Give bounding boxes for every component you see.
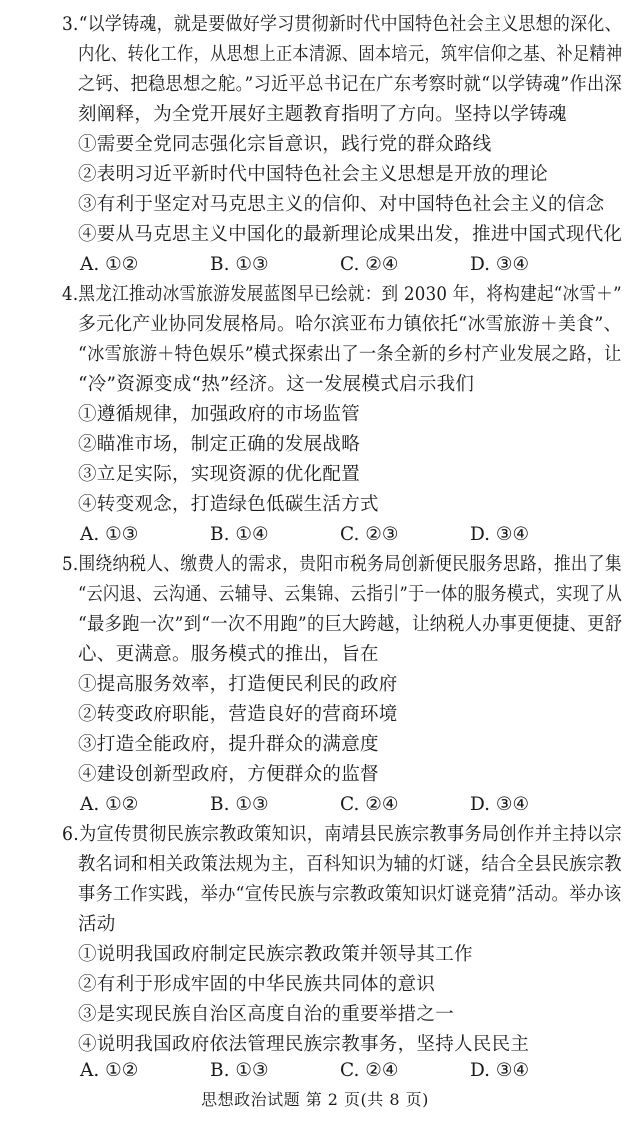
option-a: A. ①②: [80, 1060, 139, 1081]
option-a: A. ①②: [80, 794, 139, 815]
option-b: B. ①③: [210, 254, 269, 275]
question-stem-line: 内化、转化工作，从思想上正本清源、固本培元，筑牢信仰之基、补足精神: [78, 44, 623, 65]
question-stem-line: 6.为宣传贯彻民族宗教政策知识，南靖县民族宗教事务局创作并主持以宗: [62, 824, 623, 845]
option-c: C. ②④: [340, 794, 399, 815]
statement: ②表明习近平新时代中国特色社会主义思想是开放的理论: [78, 164, 549, 185]
statement: ①遵循规律，加强政府的市场监管: [78, 404, 361, 425]
option-a: A. ①③: [80, 524, 139, 545]
question-stem-line: “云闪退、云沟通、云辅导、云集锦、云指引”于一体的服务模式，实现了从: [78, 584, 623, 605]
statement: ①说明我国政府制定民族宗教政策并领导其工作: [78, 944, 473, 965]
statement: ②有利于形成牢固的中华民族共同体的意识: [78, 974, 436, 995]
statement: ②转变政府职能，营造良好的营商环境: [78, 704, 398, 725]
option-d: D. ③④: [470, 794, 530, 815]
question-stem-line: 之钙、把稳思想之舵。”习近平总书记在广东考察时就“以学铸魂”作出深: [78, 74, 623, 95]
question-stem-line: 教名词和相关政策法规为主，百科知识为辅的灯谜，结合全县民族宗教: [78, 854, 622, 875]
question-stem-line: “最多跑一次”到“一次不用跑”的巨大跨越，让纳税人办事更便捷、更舒: [78, 614, 623, 635]
statement: ①需要全党同志强化宗旨意识，践行党的群众路线: [78, 134, 492, 155]
question-stem-line: 3.“以学铸魂，就是要做好学习贯彻新时代中国特色社会主义思想的深化、: [62, 14, 622, 35]
question-stem-line: 事务工作实践，举办“宣传民族与宗教政策知识灯谜竞猜”活动。举办该: [78, 884, 622, 905]
option-d: D. ③④: [470, 524, 530, 545]
statement: ③打造全能政府，提升群众的满意度: [78, 734, 379, 755]
statement: ④要从马克思主义中国化的最新理论成果出发，推进中国式现代化: [78, 224, 623, 245]
question-stem-line: 刻阐释，为全党开展好主题教育指明了方向。坚持以学铸魂: [78, 104, 567, 125]
question-stem-line: 心、更满意。服务模式的推出，旨在: [78, 644, 379, 665]
statement: ④转变观念，打造绿色低碳生活方式: [78, 494, 379, 515]
option-c: C. ②④: [340, 1060, 399, 1081]
question-stem-line: 4.黑龙江推动冰雪旅游发展蓝图早已绘就：到 2030 年，将构建起“冰雪＋”: [62, 284, 622, 305]
statement: ①提高服务效率，打造便民利民的政府: [78, 674, 398, 695]
statement: ③立足实际，实现资源的优化配置: [78, 464, 361, 485]
option-d: D. ③④: [470, 1060, 530, 1081]
option-b: B. ①④: [210, 524, 269, 545]
question-stem-line: 多元化产业协同发展格局。哈尔滨亚布力镇依托“冰雪旅游＋美食”、: [78, 314, 622, 335]
statement: ④说明我国政府依法管理民族宗教事务，坚持人民民主: [78, 1034, 530, 1055]
statement: ④建设创新型政府，方便群众的监督: [78, 764, 379, 785]
statement: ③是实现民族自治区高度自治的重要举措之一: [78, 1004, 455, 1025]
question-stem-line: “冷”资源变成“热”经济。这一发展模式启示我们: [78, 374, 475, 395]
option-a: A. ①②: [80, 254, 139, 275]
statement: ③有利于坚定对马克思主义的信仰、对中国特色社会主义的信念: [78, 194, 605, 215]
option-c: C. ②④: [340, 254, 399, 275]
page-footer: 思想政治试题 第 2 页(共 8 页): [201, 1090, 429, 1109]
statement: ②瞄准市场，制定正确的发展战略: [78, 434, 361, 455]
question-stem-line: 活动: [78, 914, 116, 935]
option-b: B. ①③: [210, 794, 269, 815]
option-c: C. ②③: [340, 524, 399, 545]
option-d: D. ③④: [470, 254, 530, 275]
question-stem-line: “冰雪旅游＋特色娱乐”模式探索出了一条全新的乡村产业发展之路，让: [78, 344, 622, 365]
question-stem-line: 5.围绕纳税人、缴费人的需求，贵阳市税务局创新便民服务思路，推出了集: [62, 554, 622, 575]
option-b: B. ①③: [210, 1060, 269, 1081]
